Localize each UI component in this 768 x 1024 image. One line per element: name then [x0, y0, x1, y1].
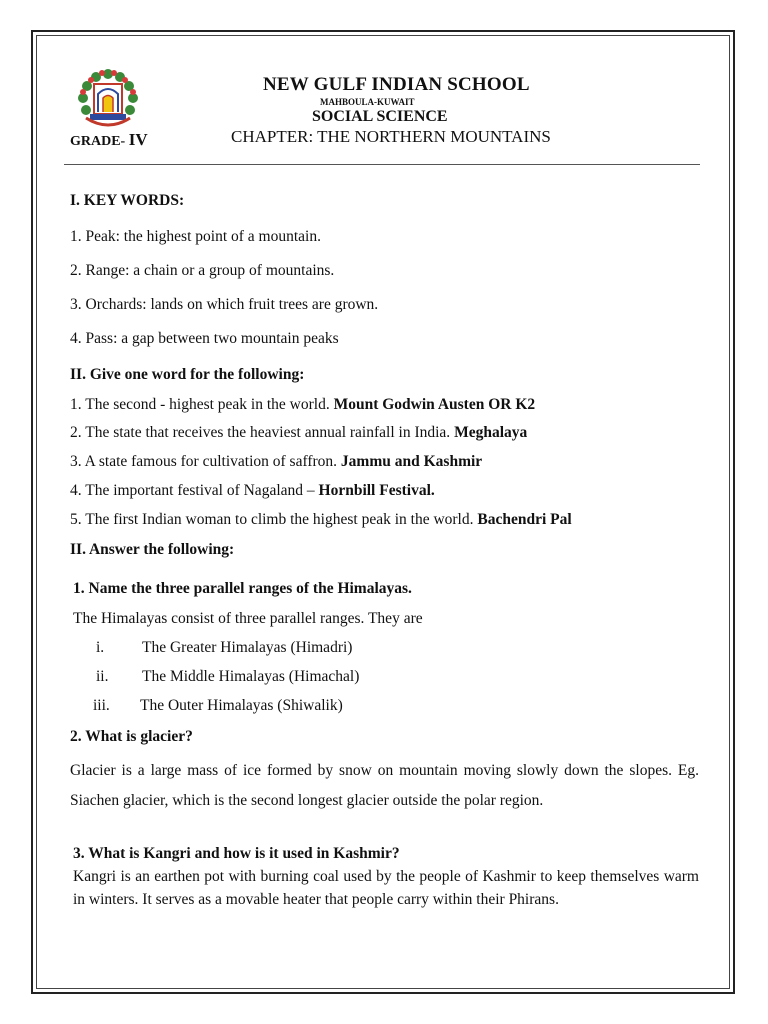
grade-label-text: GRADE-: [70, 134, 126, 149]
range-item: The Greater Himalayas (Himadri): [142, 639, 353, 656]
one-word-question: 3. A state famous for cultivation of saffron.: [70, 453, 341, 470]
one-word-answer: Mount Godwin Austen OR K2: [333, 396, 536, 413]
one-word-item: [70, 424, 527, 442]
range-item: The Outer Himalayas (Shiwalik): [140, 697, 343, 714]
one-word-question: 1. The second - highest peak in the world.: [70, 396, 334, 413]
one-word-question: 5. The first Indian woman to climb the highest peak in the world.: [70, 511, 478, 528]
one-word-item: [70, 482, 435, 500]
range-item: The Middle Himalayas (Himachal): [142, 668, 360, 685]
one-word-answer: Jammu and Kashmir: [340, 453, 483, 470]
subject-title: SOCIAL SCIENCE: [312, 108, 448, 125]
key-word-item: 4. Pass: a gap between two mountain peaks: [70, 330, 339, 347]
chapter-title: CHAPTER: THE NORTHERN MOUNTAINS: [231, 127, 551, 146]
one-word-answer: Bachendri Pal: [477, 511, 572, 528]
one-word-question: 2. The state that receives the heaviest annual rainfall in India.: [70, 424, 455, 441]
key-word-item: 2. Range: a chain or a group of mountains.: [70, 262, 335, 279]
key-words-heading: I. KEY WORDS:: [70, 192, 185, 209]
answer-2: Glacier is a large mass of ice formed by snow on mountain moving slowly down the slopes. Eg. Siachen glacier, which is the second longest glacier outside the polar region.: [70, 762, 699, 809]
answer-3: Kangri is an earthen pot with burning coal used by the people of Kashmir to keep themselves warm in winters. It serves as a movable heater that people carry within their Phirans.: [73, 868, 699, 908]
range-number: i.: [96, 639, 105, 656]
one-word-item: [70, 453, 482, 471]
range-number: ii.: [96, 668, 109, 685]
key-word-item: 3. Orchards: lands on which fruit trees are grown.: [70, 296, 379, 313]
range-number: iii.: [93, 697, 110, 714]
grade-label: [70, 130, 148, 150]
answers-heading: II. Answer the following:: [70, 541, 235, 558]
answer-1-intro: The Himalayas consist of three parallel ranges. They are: [73, 610, 423, 627]
one-word-heading: II. Give one word for the following:: [70, 366, 305, 383]
grade-value: IV: [128, 130, 148, 149]
one-word-item: [70, 511, 572, 529]
one-word-question: 4. The important festival of Nagaland –: [70, 482, 319, 499]
header-divider: [64, 164, 700, 165]
school-location: MAHBOULA-KUWAIT: [320, 97, 415, 107]
key-word-item: 1. Peak: the highest point of a mountain.: [70, 228, 321, 245]
question-1: 1. Name the three parallel ranges of the Himalayas.: [73, 580, 412, 597]
one-word-answer: Meghalaya: [454, 424, 528, 441]
one-word-answer: Hornbill Festival.: [318, 482, 435, 499]
school-name: NEW GULF INDIAN SCHOOL: [263, 74, 530, 95]
question-3: 3. What is Kangri and how is it used in Kashmir?: [73, 845, 400, 862]
school-logo-icon: [76, 68, 140, 132]
question-2: 2. What is glacier?: [70, 728, 193, 745]
one-word-item: [70, 396, 535, 414]
